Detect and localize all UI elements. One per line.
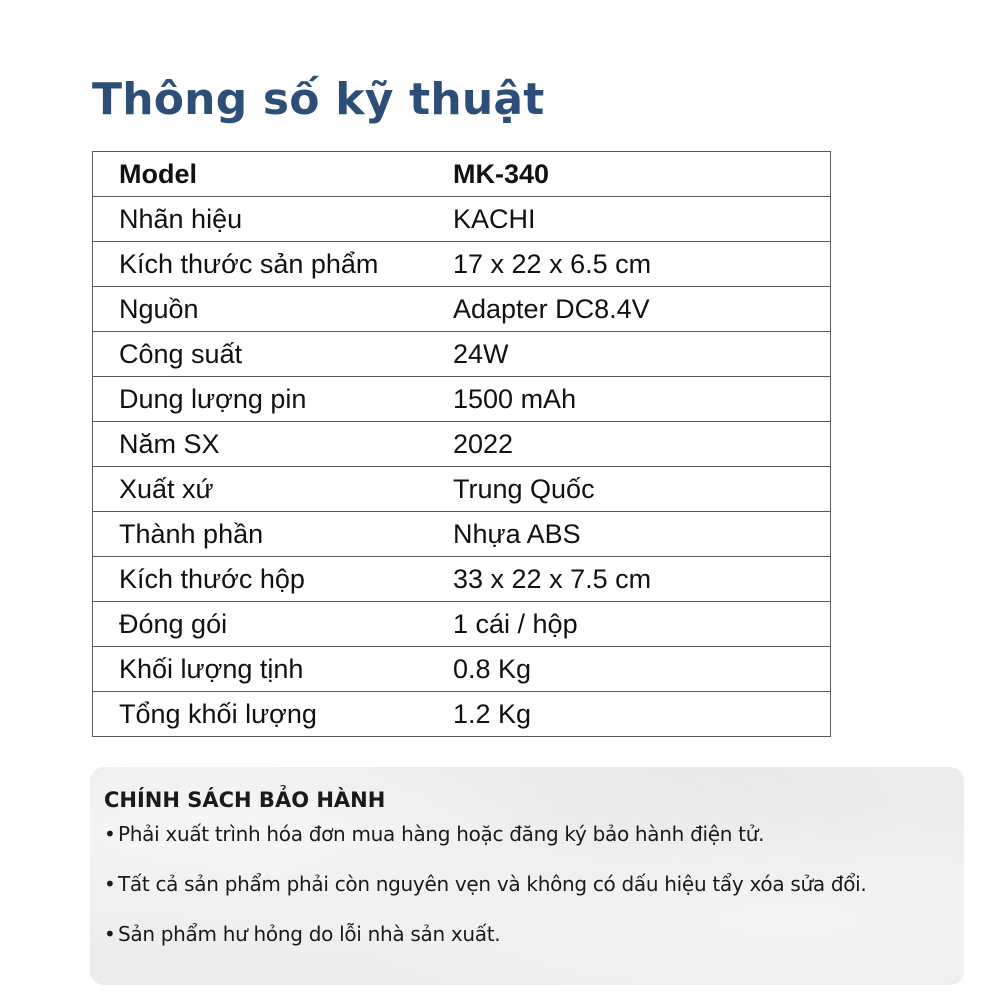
- spec-label: Tổng khối lượng: [93, 692, 454, 737]
- spec-value: 1 cái / hộp: [453, 602, 831, 647]
- bullet-icon: •: [104, 822, 116, 846]
- spec-row-net-weight: [93, 647, 831, 692]
- spec-row-origin: [93, 467, 831, 512]
- spec-row-power-source: [93, 287, 831, 332]
- spec-value: 2022: [453, 422, 831, 467]
- warranty-item: [104, 919, 964, 949]
- spec-value: MK-340: [453, 159, 550, 189]
- spec-label: Đóng gói: [93, 602, 454, 647]
- bullet-icon: •: [104, 872, 116, 896]
- spec-label: Khối lượng tịnh: [93, 647, 454, 692]
- spec-label: Kích thước sản phẩm: [93, 242, 454, 287]
- spec-label: Dung lượng pin: [93, 377, 454, 422]
- bullet-icon: •: [104, 922, 116, 946]
- spec-row-box-size: [93, 557, 831, 602]
- warranty-policy-box: [90, 767, 964, 985]
- spec-row-brand: [93, 197, 831, 242]
- spec-table: [92, 151, 831, 737]
- spec-value: 1500 mAh: [453, 377, 831, 422]
- spec-row-battery: [93, 377, 831, 422]
- spec-value: 0.8 Kg: [453, 647, 831, 692]
- spec-row-model: [93, 152, 831, 197]
- spec-value: 24W: [453, 332, 831, 377]
- spec-label: Nhãn hiệu: [93, 197, 454, 242]
- spec-label: Năm SX: [93, 422, 454, 467]
- spec-value: 1.2 Kg: [453, 692, 831, 737]
- spec-row-product-size: [93, 242, 831, 287]
- warranty-item-text: Phải xuất trình hóa đơn mua hàng hoặc đăng ký bảo hành điện tử.: [118, 822, 765, 846]
- page-title: Thông số kỹ thuật: [92, 74, 545, 125]
- spec-row-material: [93, 512, 831, 557]
- spec-row-packaging: [93, 602, 831, 647]
- warranty-title: CHÍNH SÁCH BẢO HÀNH: [104, 788, 386, 812]
- spec-label: Xuất xứ: [93, 467, 454, 512]
- warranty-list: [104, 819, 964, 949]
- spec-label: Kích thước hộp: [93, 557, 454, 602]
- spec-value: Adapter DC8.4V: [453, 287, 831, 332]
- spec-label: Thành phần: [93, 512, 454, 557]
- spec-row-gross-weight: [93, 692, 831, 737]
- spec-value: Trung Quốc: [453, 467, 831, 512]
- warranty-item-text: Sản phẩm hư hỏng do lỗi nhà sản xuất.: [118, 922, 501, 946]
- warranty-item-text: Tất cả sản phẩm phải còn nguyên vẹn và không có dấu hiệu tẩy xóa sửa đổi.: [118, 872, 867, 896]
- spec-row-power: [93, 332, 831, 377]
- spec-label: Model: [119, 159, 197, 189]
- warranty-item: [104, 819, 964, 849]
- spec-value: 17 x 22 x 6.5 cm: [453, 242, 831, 287]
- spec-value: Nhựa ABS: [453, 512, 831, 557]
- spec-label: Công suất: [93, 332, 454, 377]
- warranty-item: [104, 869, 964, 899]
- spec-label: Nguồn: [93, 287, 454, 332]
- spec-row-year: [93, 422, 831, 467]
- spec-value: 33 x 22 x 7.5 cm: [453, 557, 831, 602]
- spec-value: KACHI: [453, 197, 831, 242]
